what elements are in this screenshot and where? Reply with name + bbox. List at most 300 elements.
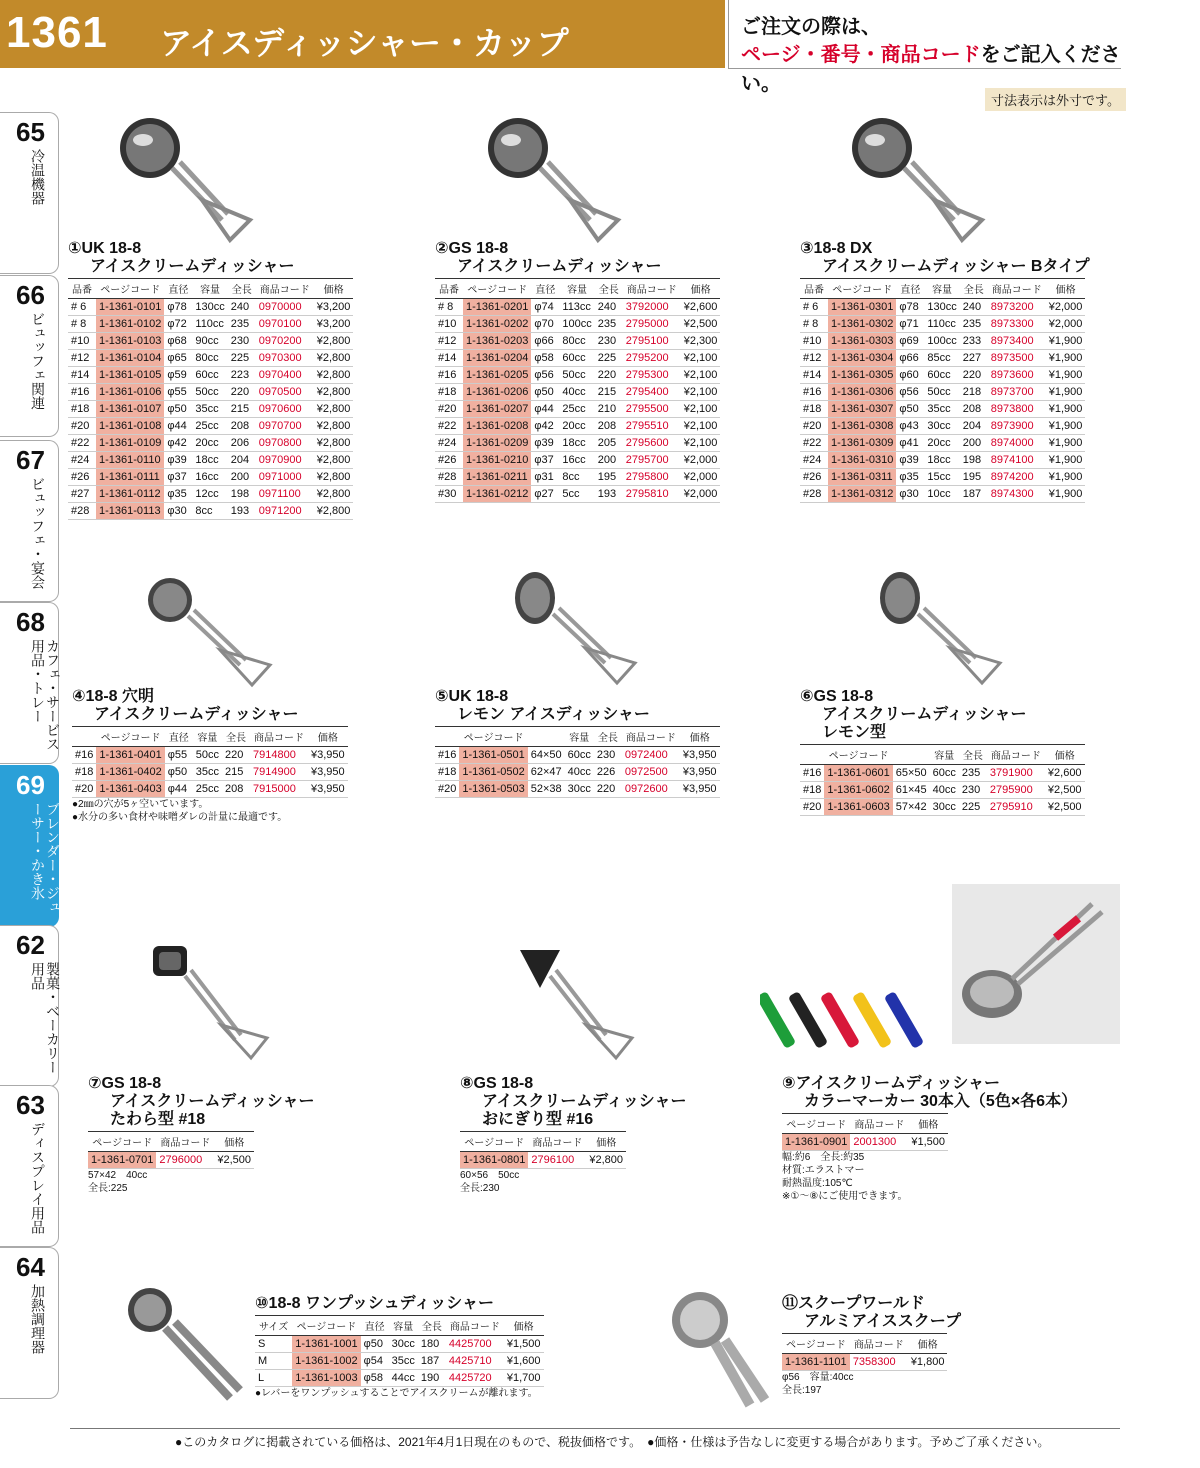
product-title: アルミアイススクープ <box>804 1313 961 1330</box>
spec-cell: 7914800 <box>250 747 308 764</box>
spec-cell: #18 <box>800 782 824 799</box>
spec-cell: ¥2,500 <box>681 316 721 333</box>
spec-cell: 0970800 <box>256 435 314 452</box>
spec-cell: 8973600 <box>988 367 1046 384</box>
spec-cell: φ78 <box>896 299 924 316</box>
spec-cell: 3791900 <box>987 765 1045 782</box>
spec-cell: 8974300 <box>988 486 1046 503</box>
sidebar-tab-66[interactable] <box>0 275 59 437</box>
spec-cell: 1-1361-0307 <box>828 401 896 418</box>
spec-cell: 35cc <box>924 401 959 418</box>
spec-cell: #14 <box>68 367 96 384</box>
spec-cell: #12 <box>435 333 463 350</box>
product-title: ⑩18-8 ワンプッシュディッシャー <box>255 1295 494 1312</box>
product-title: ⑪スクープワールド <box>782 1295 925 1312</box>
spec-cell: 1-1361-0204 <box>463 350 531 367</box>
spec-cell: φ50 <box>164 401 192 418</box>
spec-cell: 8973400 <box>988 333 1046 350</box>
spec-header: 容量 <box>924 279 959 299</box>
spec-cell: 0970300 <box>256 350 314 367</box>
spec-cell: 110cc <box>924 316 959 333</box>
spec-cell: ¥1,900 <box>1046 452 1086 469</box>
spec-cell: 1-1361-0401 <box>96 747 164 764</box>
spec-cell: # 8 <box>800 316 828 333</box>
spec-cell: 1-1361-0301 <box>828 299 896 316</box>
spec-cell: 1-1361-0311 <box>828 469 896 486</box>
sidebar-tab-63[interactable] <box>0 1085 59 1247</box>
spec-cell: 0970500 <box>256 384 314 401</box>
spec-cell: φ50 <box>165 764 193 781</box>
spec-cell: ¥1,700 <box>504 1370 544 1387</box>
sidebar-tab-number: 63 <box>16 1090 45 1120</box>
sidebar-tab-64[interactable] <box>0 1247 59 1399</box>
spec-cell: 2795200 <box>623 350 681 367</box>
spec-header: 直径 <box>361 1316 389 1336</box>
spec-cell: #28 <box>68 503 96 520</box>
spec-cell: 65×50 <box>893 765 930 782</box>
sidebar-tab-62[interactable] <box>0 925 59 1087</box>
table-row <box>68 350 353 367</box>
product-note: φ56 容量:40cc <box>782 1372 854 1383</box>
dish-image-1 <box>110 110 270 250</box>
sidebar-tab-label: ブレンダー・ジューサー・かき氷 <box>30 802 61 914</box>
spec-header: 価格 <box>908 1114 948 1134</box>
spec-cell: #28 <box>800 486 828 503</box>
spec-header <box>528 727 565 747</box>
dish-image-6 <box>870 568 1020 688</box>
spec-cell: ¥2,800 <box>314 418 354 435</box>
spec-cell: 1-1361-0211 <box>463 469 531 486</box>
spec-cell: 0972400 <box>622 747 680 764</box>
spec-cell: 60cc <box>192 367 227 384</box>
order-line2-rest: をご記入ください。 <box>741 44 1121 95</box>
product-title: ①UK 18-8 <box>68 240 142 257</box>
product-title: ③18-8 DX <box>800 240 873 257</box>
spec-cell: 1-1361-0202 <box>463 316 531 333</box>
spec-cell: 218 <box>960 384 988 401</box>
spec-cell: 2795900 <box>987 782 1045 799</box>
spec-cell: #20 <box>72 781 96 798</box>
spec-cell: 195 <box>960 469 988 486</box>
spec-cell: 2795510 <box>623 418 681 435</box>
spec-header <box>893 745 930 765</box>
table-row <box>255 1370 544 1387</box>
spec-cell: 1-1361-0109 <box>96 435 164 452</box>
spec-cell: φ43 <box>896 418 924 435</box>
spec-cell: ¥1,900 <box>1046 486 1086 503</box>
spec-cell: φ39 <box>164 452 192 469</box>
spec-cell: 50cc <box>192 384 227 401</box>
spec-cell: 0971100 <box>256 486 314 503</box>
sidebar-tab-68[interactable] <box>0 602 59 764</box>
dish-image-5 <box>505 568 655 688</box>
spec-cell: 60cc <box>924 367 959 384</box>
spec-cell: φ50 <box>531 384 559 401</box>
spec-cell: 200 <box>960 435 988 452</box>
spec-cell: ¥2,800 <box>314 350 354 367</box>
product-title: アイスクリームディッシャー <box>482 1093 687 1110</box>
spec-cell: φ44 <box>165 781 193 798</box>
spec-cell: 57×42 <box>893 799 930 816</box>
spec-cell: 2795800 <box>623 469 681 486</box>
spec-cell: #18 <box>72 764 96 781</box>
spec-cell: 1-1361-0209 <box>463 435 531 452</box>
spec-cell: ¥2,800 <box>314 469 354 486</box>
spec-cell: φ44 <box>164 418 192 435</box>
spec-cell: 62×47 <box>528 764 565 781</box>
spec-header: 商品コード <box>446 1316 504 1336</box>
spec-cell: 220 <box>595 367 623 384</box>
table-row <box>72 764 348 781</box>
spec-cell: 1-1361-0113 <box>96 503 164 520</box>
spec-cell: 1-1361-0201 <box>463 299 531 316</box>
spec-cell: ¥2,800 <box>314 333 354 350</box>
spec-cell: 215 <box>228 401 256 418</box>
spec-cell: 1-1361-0901 <box>782 1134 850 1151</box>
spec-cell: #10 <box>800 333 828 350</box>
table-row <box>800 316 1085 333</box>
spec-cell: 8973900 <box>988 418 1046 435</box>
spec-cell: 2795000 <box>623 316 681 333</box>
spec-cell: 110cc <box>192 316 227 333</box>
table-row <box>68 503 353 520</box>
spec-cell: 130cc <box>192 299 227 316</box>
spec-cell: S <box>255 1336 292 1353</box>
spec-cell: 4425700 <box>446 1336 504 1353</box>
sidebar-tab-number: 69 <box>16 770 45 800</box>
spec-cell: ¥2,800 <box>586 1152 626 1169</box>
table-row <box>435 781 720 798</box>
spec-cell: ¥2,000 <box>681 486 721 503</box>
spec-cell: 7358300 <box>850 1354 908 1371</box>
spec-header: 商品コード <box>256 279 314 299</box>
spec-cell: #18 <box>800 401 828 418</box>
spec-header: 商品コード <box>988 279 1046 299</box>
dish-image-10 <box>120 1280 250 1410</box>
spec-cell: 2796000 <box>156 1152 214 1169</box>
spec-cell: 1-1361-0102 <box>96 316 164 333</box>
spec-cell: 220 <box>960 367 988 384</box>
spec-cell: 230 <box>959 782 987 799</box>
spec-cell: 35cc <box>193 764 222 781</box>
spec-header: ページコード <box>828 279 896 299</box>
spec-cell: φ66 <box>896 350 924 367</box>
table-row <box>800 384 1085 401</box>
spec-cell: φ50 <box>361 1336 389 1353</box>
table-row <box>255 1353 544 1370</box>
order-line1: ご注文の際は、 <box>741 16 881 38</box>
spec-cell: 1-1361-0210 <box>463 452 531 469</box>
product-title: レモン型 <box>822 724 887 741</box>
spec-header: 価格 <box>680 727 720 747</box>
spec-header: 容量 <box>565 727 594 747</box>
spec-cell: 1-1361-0602 <box>824 782 892 799</box>
spec-header: 容量 <box>559 279 594 299</box>
spec-cell: ¥2,600 <box>1045 765 1085 782</box>
sidebar-tab-label: ビュッフェ関連 <box>30 312 46 410</box>
spec-cell: #24 <box>68 452 96 469</box>
spec-cell: 2795600 <box>623 435 681 452</box>
spec-cell: φ35 <box>896 469 924 486</box>
spec-header: 商品コード <box>250 727 308 747</box>
table-row <box>435 333 720 350</box>
spec-cell: 8973800 <box>988 401 1046 418</box>
table-row <box>435 367 720 384</box>
spec-cell: ¥2,100 <box>681 435 721 452</box>
spec-header: ページコード <box>459 727 527 747</box>
spec-cell: φ37 <box>164 469 192 486</box>
spec-cell: 1-1361-0501 <box>459 747 527 764</box>
spec-cell: ¥1,500 <box>908 1134 948 1151</box>
spec-cell: ¥3,200 <box>314 316 354 333</box>
spec-header: 容量 <box>389 1316 418 1336</box>
table-row <box>68 401 353 418</box>
spec-cell: 50cc <box>559 367 594 384</box>
color-marker-image <box>760 985 940 1060</box>
spec-cell: 61×45 <box>893 782 930 799</box>
sidebar-tab-67[interactable] <box>0 440 59 602</box>
sidebar-tab-number: 68 <box>16 607 45 637</box>
spec-header: 価格 <box>504 1316 544 1336</box>
table-row <box>88 1152 254 1169</box>
spec-cell: 0970000 <box>256 299 314 316</box>
sidebar-tab-label: 加熱調理器 <box>30 1284 46 1354</box>
table-row <box>68 435 353 452</box>
spec-cell: 44cc <box>389 1370 418 1387</box>
spec-table <box>460 1131 626 1169</box>
spec-header: 直径 <box>531 279 559 299</box>
spec-cell: #20 <box>800 799 824 816</box>
spec-cell: #26 <box>68 469 96 486</box>
spec-header: 価格 <box>586 1132 626 1152</box>
table-row <box>435 384 720 401</box>
spec-cell: 0971200 <box>256 503 314 520</box>
spec-cell: #20 <box>435 781 459 798</box>
spec-cell: M <box>255 1353 292 1370</box>
spec-cell: 1-1361-0303 <box>828 333 896 350</box>
spec-cell: ¥3,950 <box>680 781 720 798</box>
product-block-11 <box>782 1295 961 1397</box>
spec-cell: φ65 <box>164 350 192 367</box>
spec-cell: 1-1361-0402 <box>96 764 164 781</box>
spec-cell: φ70 <box>531 316 559 333</box>
spec-cell: ¥1,900 <box>1046 333 1086 350</box>
spec-cell: 240 <box>228 299 256 316</box>
spec-header: 直径 <box>164 279 192 299</box>
spec-cell: #16 <box>800 765 824 782</box>
spec-header: 容量 <box>930 745 959 765</box>
product-note: ●レバーをワンプッシュすることでアイスクリームが離れます。 <box>255 1388 538 1399</box>
spec-table <box>800 278 1085 503</box>
spec-header: 価格 <box>314 279 354 299</box>
spec-cell: 1-1361-1002 <box>292 1353 360 1370</box>
spec-table <box>435 278 720 503</box>
spec-cell: 1-1361-1003 <box>292 1370 360 1387</box>
spec-cell: 80cc <box>192 350 227 367</box>
spec-cell: 225 <box>228 350 256 367</box>
spec-header <box>435 727 459 747</box>
spec-cell: φ78 <box>164 299 192 316</box>
spec-cell: 8973200 <box>988 299 1046 316</box>
spec-cell: 64×50 <box>528 747 565 764</box>
table-row <box>800 418 1085 435</box>
spec-cell: 1-1361-0308 <box>828 418 896 435</box>
spec-cell: 1-1361-0105 <box>96 367 164 384</box>
table-row <box>800 765 1085 782</box>
spec-cell: 193 <box>595 486 623 503</box>
dish-image-7 <box>145 940 285 1065</box>
product-title: ⑨アイスクリームディッシャー <box>782 1075 1001 1092</box>
dish-image-8 <box>510 940 650 1065</box>
spec-cell: 1-1361-0101 <box>96 299 164 316</box>
spec-cell: L <box>255 1370 292 1387</box>
spec-cell: φ42 <box>164 435 192 452</box>
table-row <box>68 333 353 350</box>
spec-table <box>255 1315 544 1387</box>
spec-cell: 195 <box>595 469 623 486</box>
table-row <box>800 435 1085 452</box>
spec-header: 価格 <box>1045 745 1085 765</box>
table-row <box>68 299 353 316</box>
page-title: アイスディッシャー・カップ <box>160 25 569 61</box>
spec-cell: 1-1361-0309 <box>828 435 896 452</box>
product-title: ⑥GS 18-8 <box>800 688 874 705</box>
table-row <box>68 384 353 401</box>
spec-cell: 187 <box>960 486 988 503</box>
spec-cell: 205 <box>595 435 623 452</box>
spec-cell: ¥2,500 <box>1045 799 1085 816</box>
sidebar-tab-69[interactable] <box>0 765 59 927</box>
spec-cell: 7915000 <box>250 781 308 798</box>
sidebar-tab-label: 製菓・ベーカリー用品 <box>30 962 61 1074</box>
spec-cell: 1-1361-0801 <box>460 1152 528 1169</box>
spec-header: 商品コード <box>623 279 681 299</box>
spec-cell: φ58 <box>531 350 559 367</box>
spec-cell: ¥2,100 <box>681 384 721 401</box>
footer-divider <box>70 1428 1120 1429</box>
spec-cell: φ55 <box>165 747 193 764</box>
spec-cell: ¥2,800 <box>314 503 354 520</box>
sidebar-tab-number: 66 <box>16 280 45 310</box>
spec-cell: 208 <box>960 401 988 418</box>
spec-cell: ¥2,800 <box>314 452 354 469</box>
spec-header: 品番 <box>435 279 463 299</box>
spec-cell: 1-1361-0206 <box>463 384 531 401</box>
spec-cell: ¥1,800 <box>908 1354 948 1371</box>
product-block-2 <box>435 240 720 503</box>
product-note: 幅:約6 全長:約35 <box>782 1152 865 1163</box>
order-line2-red: ページ・番号・商品コード <box>741 44 981 66</box>
spec-cell: 1-1361-0305 <box>828 367 896 384</box>
spec-cell: 235 <box>959 765 987 782</box>
table-row <box>800 469 1085 486</box>
spec-cell: ¥2,100 <box>681 367 721 384</box>
spec-cell: φ50 <box>896 401 924 418</box>
spec-cell: 220 <box>228 384 256 401</box>
spec-cell: ¥2,800 <box>314 367 354 384</box>
spec-cell: ¥3,950 <box>680 764 720 781</box>
spec-cell: ¥2,000 <box>1046 316 1086 333</box>
spec-cell: #30 <box>435 486 463 503</box>
spec-header: 価格 <box>214 1132 254 1152</box>
spec-cell: ¥3,950 <box>308 747 348 764</box>
product-title: カラーマーカー 30本入（5色×各6本） <box>804 1093 1078 1110</box>
spec-header: 商品コード <box>987 745 1045 765</box>
spec-cell: 187 <box>418 1353 446 1370</box>
product-block-6 <box>800 688 1085 816</box>
spec-cell: #28 <box>435 469 463 486</box>
spec-cell: # 8 <box>68 316 96 333</box>
spec-cell: #20 <box>800 418 828 435</box>
spec-header: 商品コード <box>156 1132 214 1152</box>
footer-note: ●このカタログに掲載されている価格は、2021年4月1日現在のもので、税抜価格です。 ●価格・仕様は予告なしに変更する場合があります。予めご了承ください。 <box>175 1435 1050 1449</box>
sidebar-tab-65[interactable] <box>0 112 59 274</box>
product-block-5 <box>435 688 720 798</box>
spec-cell: 1-1361-0304 <box>828 350 896 367</box>
spec-cell: φ30 <box>164 503 192 520</box>
order-notice <box>728 0 1121 95</box>
spec-cell: 20cc <box>924 435 959 452</box>
spec-cell: 100cc <box>924 333 959 350</box>
spec-cell: 215 <box>222 764 250 781</box>
page-number: 1361 <box>6 8 108 57</box>
spec-cell: 0970200 <box>256 333 314 350</box>
spec-header: ページコード <box>782 1334 850 1354</box>
spec-cell: #10 <box>68 333 96 350</box>
table-row <box>255 1336 544 1353</box>
spec-cell: 208 <box>228 418 256 435</box>
spec-cell: ¥2,000 <box>681 469 721 486</box>
table-row <box>435 418 720 435</box>
spec-cell: 8cc <box>559 469 594 486</box>
spec-cell: ¥3,950 <box>308 764 348 781</box>
header-bar <box>0 0 725 68</box>
spec-cell: ¥2,800 <box>314 435 354 452</box>
spec-cell: 235 <box>228 316 256 333</box>
product-block-1 <box>68 240 353 520</box>
spec-cell: ¥1,900 <box>1046 384 1086 401</box>
spec-cell: 1-1361-0103 <box>96 333 164 350</box>
spec-cell: #12 <box>800 350 828 367</box>
spec-cell: φ44 <box>531 401 559 418</box>
spec-cell: 0970600 <box>256 401 314 418</box>
spec-cell: 12cc <box>192 486 227 503</box>
spec-cell: 85cc <box>924 350 959 367</box>
spec-cell: # 6 <box>68 299 96 316</box>
product-block-7 <box>88 1075 314 1195</box>
spec-cell: 198 <box>960 452 988 469</box>
spec-cell: #20 <box>68 418 96 435</box>
spec-cell: ¥1,900 <box>1046 367 1086 384</box>
spec-cell: ¥1,900 <box>1046 469 1086 486</box>
spec-cell: φ55 <box>164 384 192 401</box>
spec-cell: 2795500 <box>623 401 681 418</box>
spec-cell: #14 <box>435 350 463 367</box>
spec-cell: 50cc <box>193 747 222 764</box>
spec-cell: 60cc <box>559 350 594 367</box>
spec-cell: #18 <box>435 384 463 401</box>
spec-cell: 1-1361-0208 <box>463 418 531 435</box>
spec-cell: 1-1361-0502 <box>459 764 527 781</box>
spec-cell: 8973700 <box>988 384 1046 401</box>
spec-header: 直径 <box>165 727 193 747</box>
table-row <box>782 1354 947 1371</box>
product-note: ●2㎜の穴が5ヶ空いています。 <box>72 799 209 810</box>
spec-cell: #24 <box>435 435 463 452</box>
spec-cell: φ41 <box>896 435 924 452</box>
spec-cell: 0972500 <box>622 764 680 781</box>
spec-cell: 130cc <box>924 299 959 316</box>
